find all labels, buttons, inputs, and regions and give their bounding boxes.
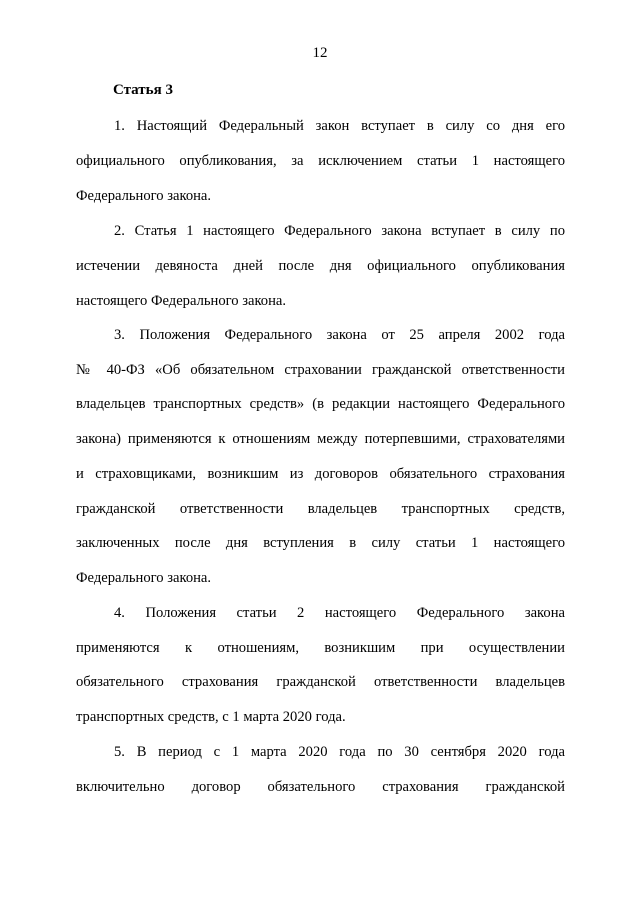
paragraph-line: 5. В период с 1 марта 2020 года по 30 сентября 2020 года	[114, 744, 565, 760]
paragraph-line: 3. Положения Федерального закона от 25 апреля 2002 года	[114, 327, 565, 343]
paragraph-line: Федерального закона.	[76, 188, 212, 204]
paragraph-line: 2. Статья 1 настоящего Федерального закона вступает в силу по	[114, 223, 565, 239]
paragraph-line: владельцев транспортных средств» (в редакции настоящего Федерального	[76, 396, 565, 412]
paragraph-line: транспортных средств, с 1 марта 2020 года.	[76, 709, 346, 725]
paragraph-line: № 40-ФЗ «Об обязательном страховании гражданской ответственности	[76, 362, 565, 378]
paragraph-line: официального опубликования, за исключением статьи 1 настоящего	[76, 153, 565, 169]
paragraph-line: применяются к отношениям, возникшим при осуществлении	[76, 640, 565, 656]
paragraph-line: истечении девяноста дней после дня официального опубликования	[76, 258, 565, 274]
paragraph-line: 1. Настоящий Федеральный закон вступает в силу со дня его	[114, 118, 565, 134]
paragraph-line: и страховщиками, возникшим из договоров обязательного страхования	[76, 466, 565, 482]
paragraph-line: 4. Положения статьи 2 настоящего Федерального закона	[114, 605, 565, 621]
paragraph-line: включительно договор обязательного страхования гражданской	[76, 779, 565, 795]
article-heading: Статья 3	[113, 82, 173, 98]
paragraph-line: заключенных после дня вступления в силу статьи 1 настоящего	[76, 535, 565, 551]
paragraph-line: гражданской ответственности владельцев транспортных средств,	[76, 501, 565, 517]
page-number: 12	[312, 45, 328, 61]
paragraph-line: обязательного страхования гражданской ответственности владельцев	[76, 674, 565, 690]
paragraph-line: Федерального закона.	[76, 570, 212, 586]
paragraph-line: закона) применяются к отношениям между потерпевшими, страхователями	[76, 431, 565, 447]
paragraph-line: настоящего Федерального закона.	[76, 293, 287, 309]
